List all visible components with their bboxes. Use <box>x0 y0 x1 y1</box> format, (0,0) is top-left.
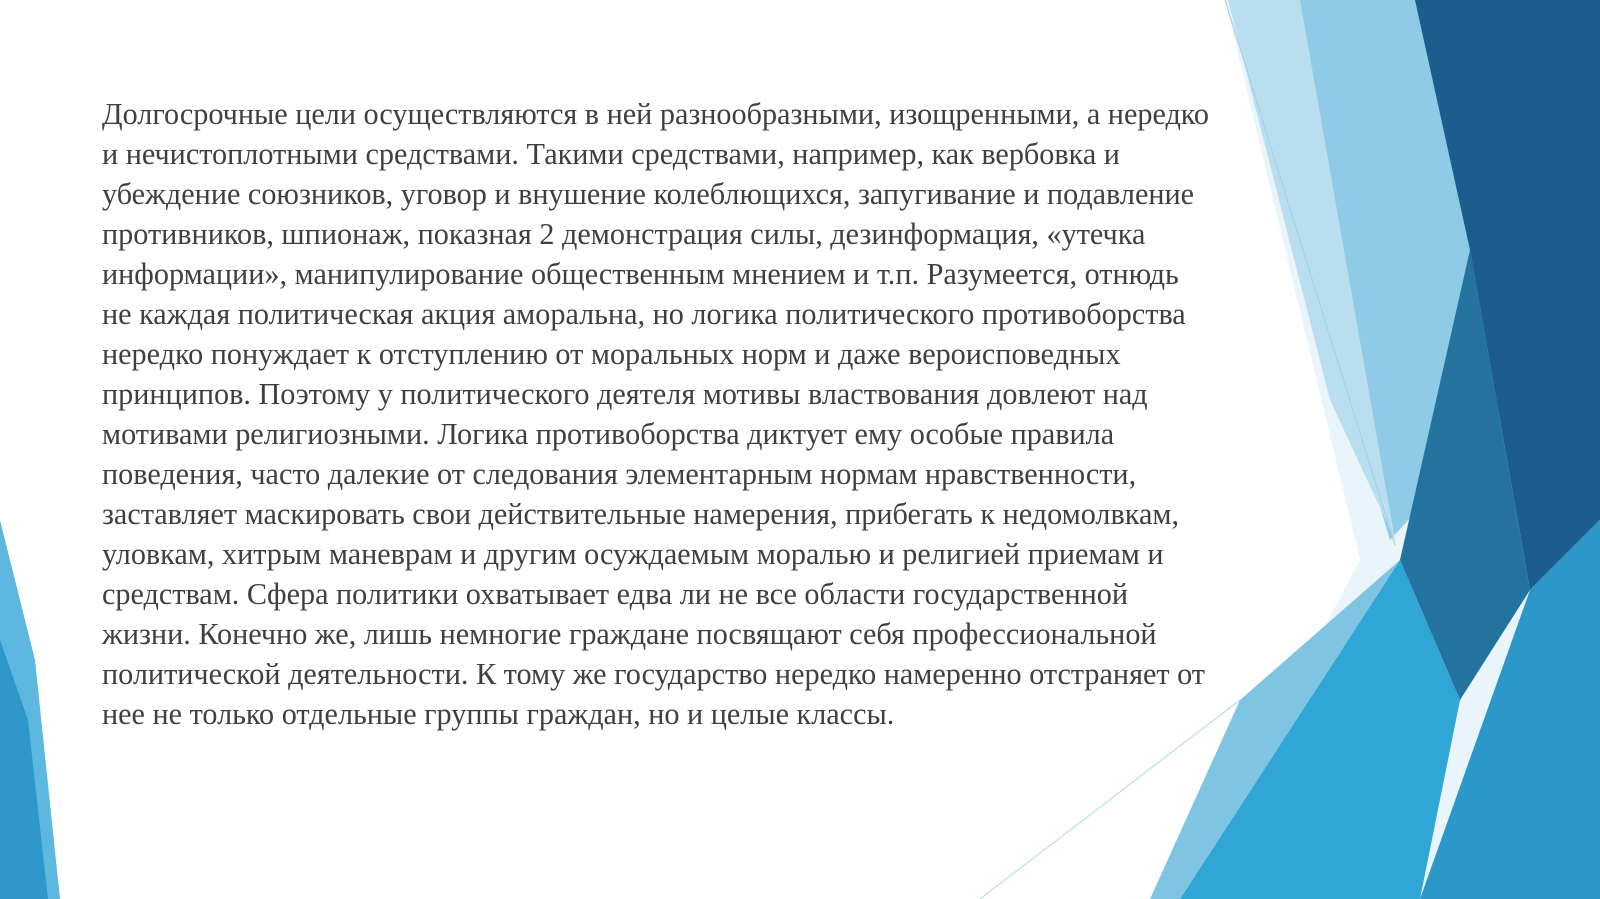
text-line: заставляет маскировать свои действительные намерения, прибегать к недомолвкам, <box>102 497 1179 531</box>
text-line: Долгосрочные цели осуществляются в ней разнообразными, изощренными, а нередко <box>102 97 1210 131</box>
text-line: средствам. Сфера политики охватывает едва ли не все области государственной <box>102 577 1129 611</box>
text-line: политической деятельности. К тому же государство нередко намеренно отстраняет от <box>102 657 1205 691</box>
text-line: нее не только отдельные группы граждан, но и целые классы. <box>102 697 895 731</box>
text-line: и нечистоплотными средствами. Такими средствами, например, как вербовка и <box>102 137 1120 171</box>
text-line: мотивами религиозными. Логика противоборства диктует ему особые правила <box>102 417 1115 451</box>
text-line: не каждая политическая акция аморальна, но логика политического противоборства <box>102 297 1186 331</box>
text-line: жизни. Конечно же, лишь немногие граждане посвящают себя профессиональной <box>102 617 1157 651</box>
text-line: поведения, часто далекие от следования элементарным нормам нравственности, <box>102 457 1137 491</box>
slide-body-text <box>102 94 1342 734</box>
text-line: принципов. Поэтому у политического деятеля мотивы властвования довлеют над <box>102 377 1148 411</box>
text-line: нередко понуждает к отступлению от моральных норм и даже вероисповедных <box>102 337 1121 371</box>
text-line: убеждение союзников, уговор и внушение колеблющихся, запугивание и подавление <box>102 177 1195 211</box>
text-line: уловкам, хитрым маневрам и другим осуждаемым моралью и религией приемам и <box>102 537 1164 571</box>
text-line: противников, шпионаж, показная 2 демонстрация силы, дезинформация, «утечка <box>102 217 1146 251</box>
text-line: информации», манипулирование общественным мнением и т.п. Разумеется, отнюдь <box>102 257 1179 291</box>
